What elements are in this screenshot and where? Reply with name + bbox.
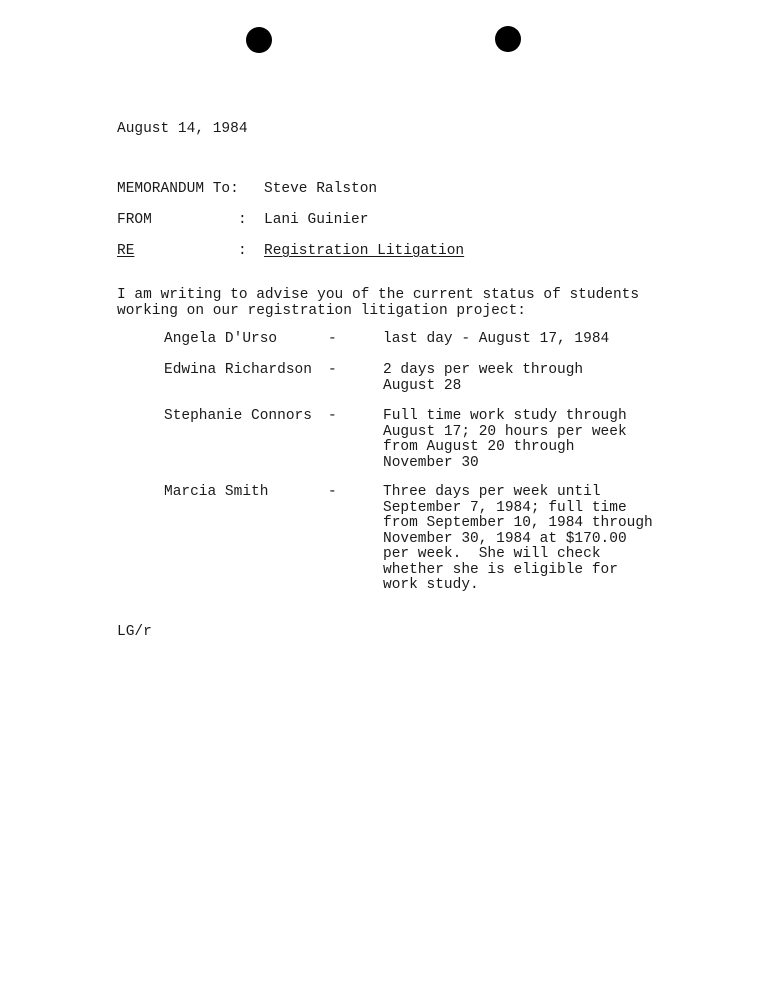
student-dash: - [328, 362, 337, 378]
to-value: Steve Ralston [264, 181, 378, 197]
student-dash: - [328, 484, 337, 500]
student-name: Angela D'Urso [164, 331, 278, 347]
student-name: Edwina Richardson [164, 362, 312, 378]
from-value: Lani Guinier [264, 212, 369, 228]
student-name: Marcia Smith [164, 484, 269, 500]
re-label: RE [117, 243, 135, 259]
to-label: MEMORANDUM To: [117, 181, 239, 197]
student-name: Stephanie Connors [164, 408, 312, 424]
from-separator: : [238, 212, 247, 228]
student-detail: Full time work study through August 17; 20 hours per week from August 20 through November 30 [383, 408, 627, 471]
binder-hole-left [246, 27, 272, 53]
student-list [164, 332, 764, 602]
student-detail: last day - August 17, 1984 [383, 331, 610, 347]
student-dash: - [328, 331, 337, 347]
student-detail: 2 days per week through August 28 [383, 362, 584, 394]
re-value: Registration Litigation [264, 243, 465, 259]
typist-initials: LG/r [117, 624, 152, 640]
binder-hole-right [495, 26, 521, 52]
intro-paragraph: I am writing to advise you of the current status of students working on our registration litigation project: [117, 287, 640, 319]
from-label: FROM [117, 212, 152, 228]
student-dash: - [328, 408, 337, 424]
student-detail: Three days per week until September 7, 1984; full time from September 10, 1984 through November 30, 1984 at $170.00 per week. She will check whether she is eligible for work study. [383, 484, 653, 593]
re-separator: : [238, 243, 247, 259]
memo-date: August 14, 1984 [117, 121, 248, 137]
